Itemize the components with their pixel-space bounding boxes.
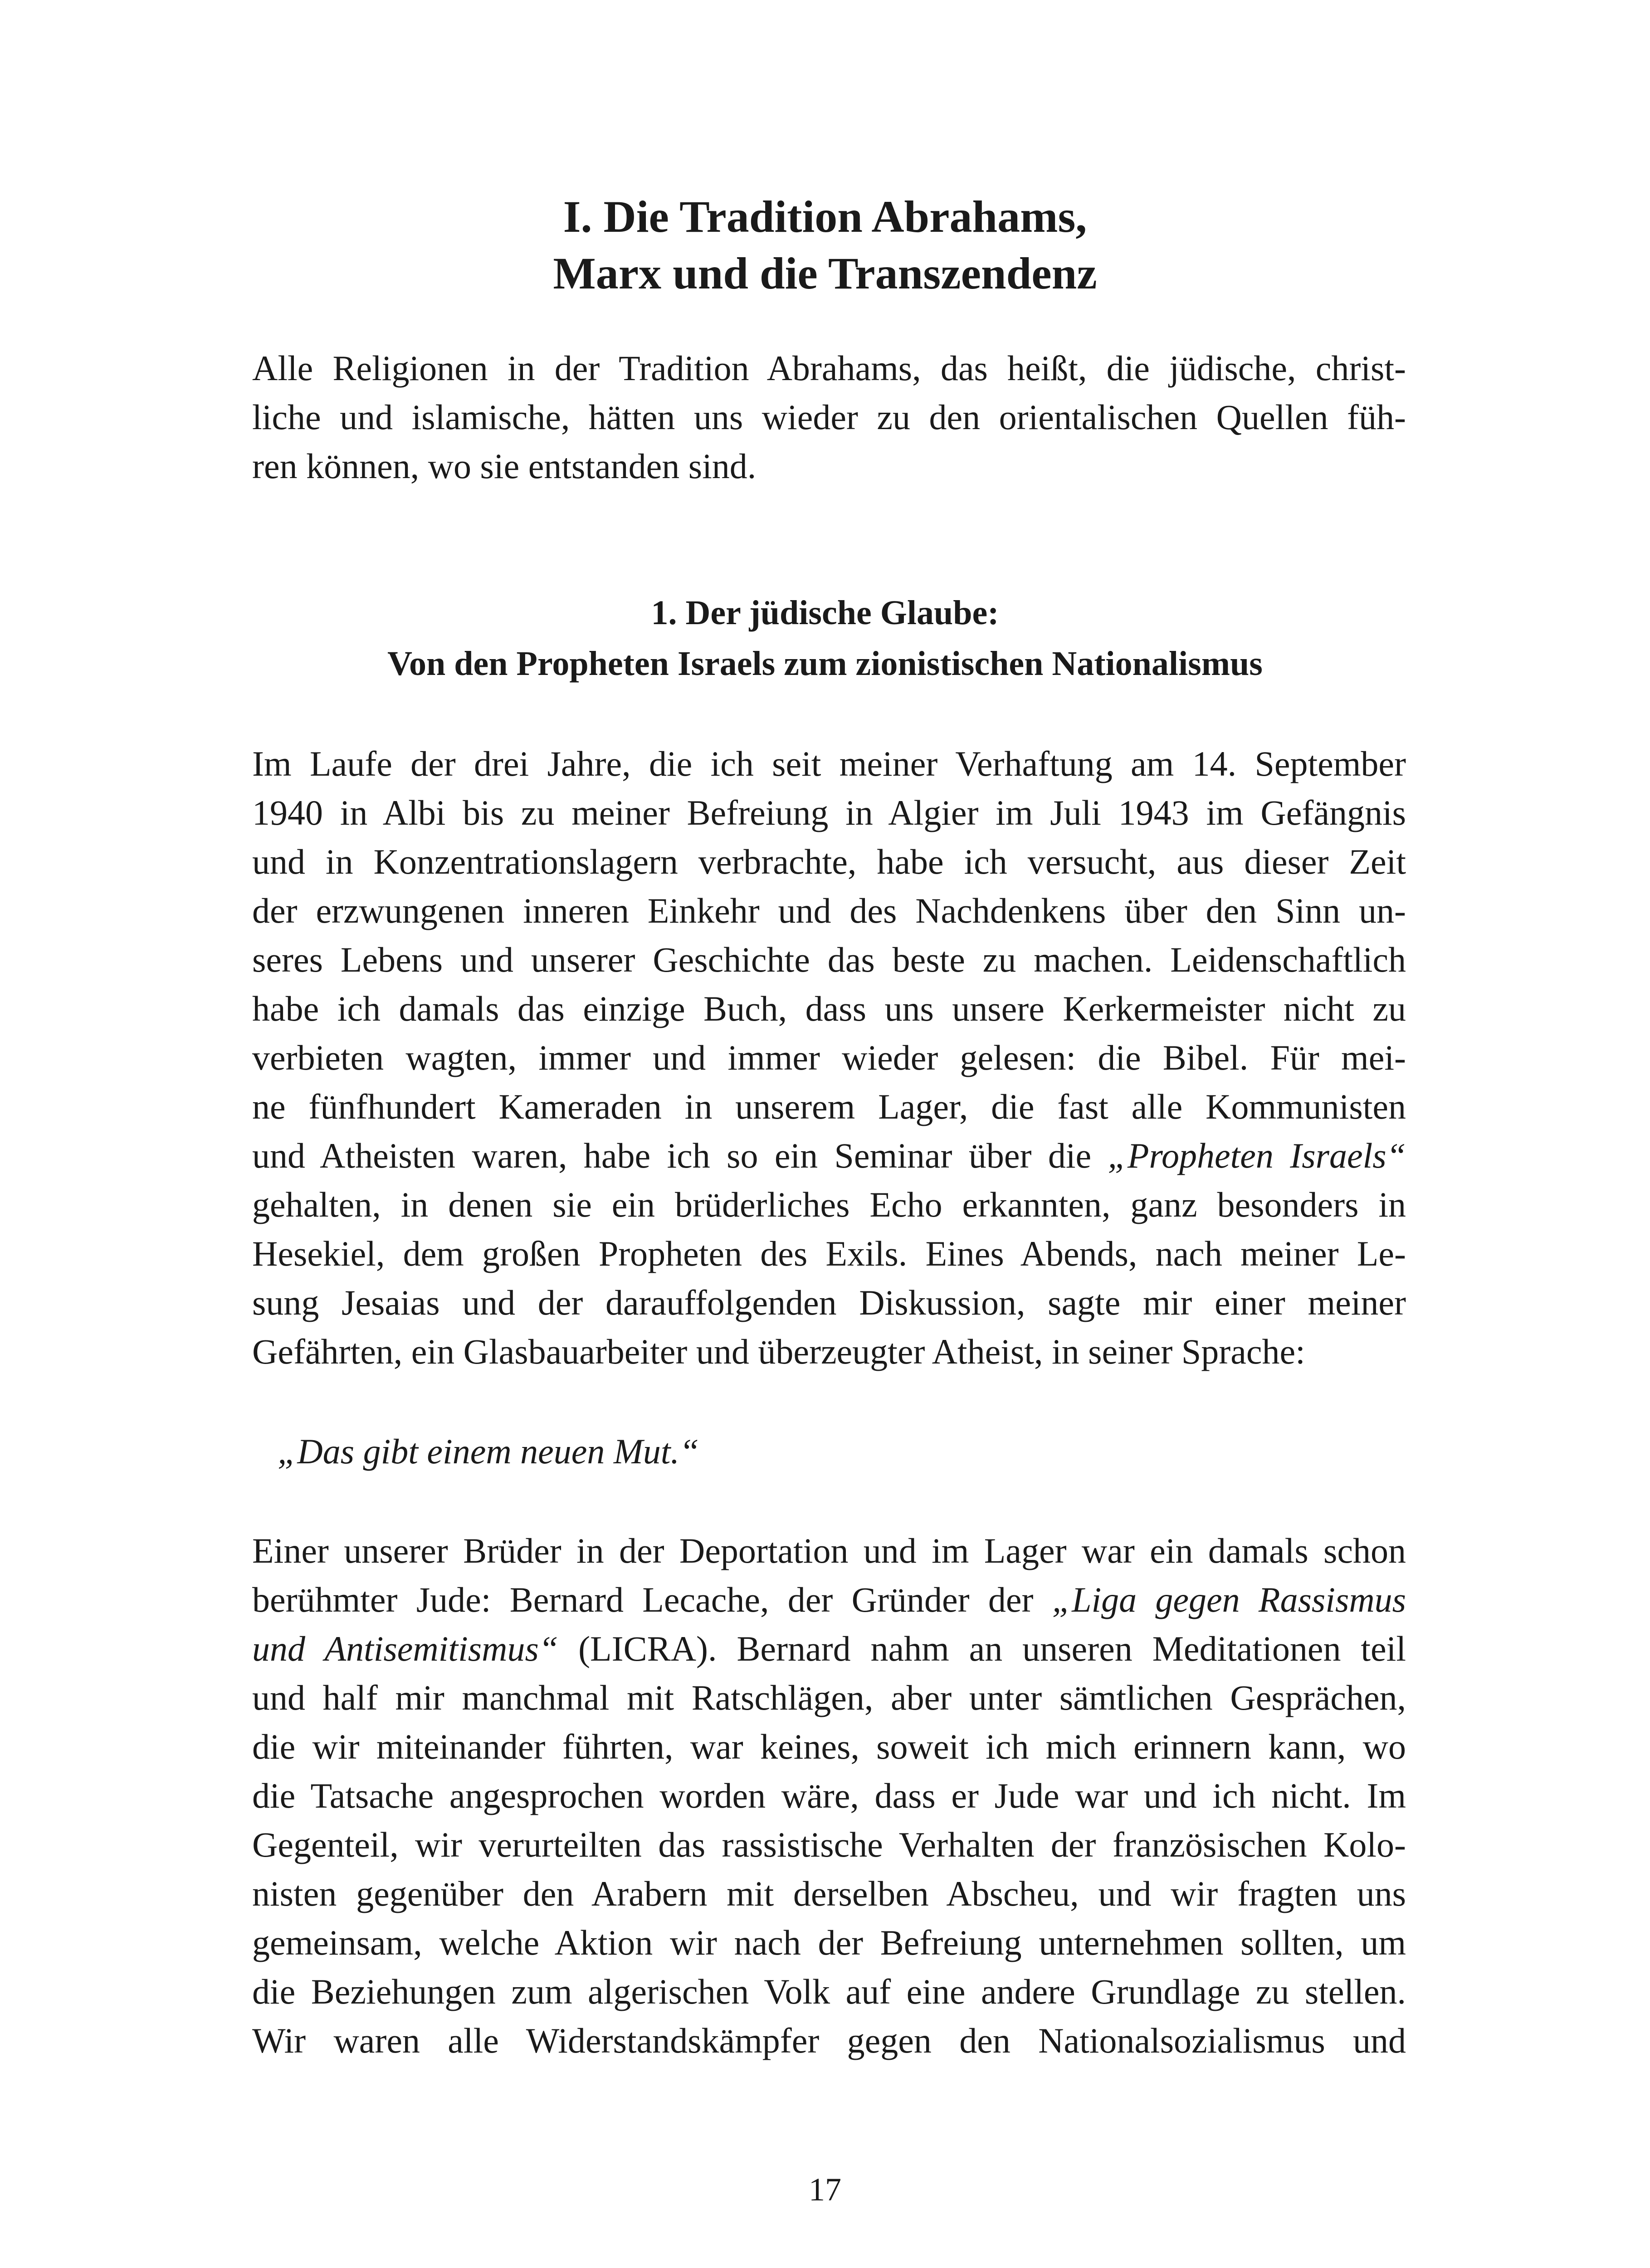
section-heading-line-1: 1. Der jüdische Glaube:	[651, 594, 999, 632]
paragraph-line: die Tatsache angesprochen worden wäre, dass er Jude war und ich nicht. Im	[252, 1776, 1406, 1815]
paragraph-line: der erzwungenen inneren Einkehr und des Nachdenkens über den Sinn un-	[252, 891, 1406, 930]
paragraph-line: nisten gegenüber den Arabern mit derselben Abscheu, und wir fragten uns	[252, 1874, 1406, 1913]
paragraph-2	[252, 1526, 1406, 2065]
paragraph-line: sung Jesaias und der darauffolgenden Diskussion, sagte mir einer meiner	[252, 1283, 1406, 1322]
paragraph-line: seres Lebens und unserer Geschichte das beste zu machen. Leidenschaftlich	[252, 940, 1406, 979]
section-heading	[0, 587, 1650, 689]
organization-name-part-2: und Antisemitismus“	[252, 1629, 559, 1668]
paragraph-1	[252, 739, 1406, 1376]
paragraph-line: verbieten wagten, immer und immer wieder gelesen: die Bibel. Für mei-	[252, 1038, 1406, 1077]
paragraph-line: und in Konzentrationslagern verbrachte, habe ich versucht, aus dieser Zeit	[252, 842, 1406, 881]
paragraph-line: die wir miteinander führten, war keines, soweit ich mich erinnern kann, wo	[252, 1727, 1406, 1766]
paragraph-text: (LICRA). Bernard nahm an unseren Meditationen teil	[558, 1629, 1406, 1668]
paragraph-line: gehalten, in denen sie ein brüderliches Echo erkannten, ganz besonders in	[252, 1185, 1406, 1224]
block-quote: „Das gibt einem neuen Mut.“	[278, 1432, 699, 1471]
paragraph-line: ne fünfhundert Kameraden in unserem Lager, die fast alle Kommunisten	[252, 1087, 1406, 1126]
chapter-title-line-2: Marx und die Transzendenz	[553, 248, 1097, 298]
paragraph-line: gemeinsam, welche Aktion wir nach der Befreiung unternehmen sollten, um	[252, 1923, 1406, 1962]
paragraph-line	[252, 1575, 1406, 1624]
section-heading-line-2: Von den Propheten Israels zum zionistischen Nationalismus	[387, 645, 1263, 683]
paragraph-line: habe ich damals das einzige Buch, dass uns unsere Kerkermeister nicht zu	[252, 989, 1406, 1028]
paragraph-line: Gefährten, ein Glasbauarbeiter und überzeugter Atheist, in seiner Sprache:	[252, 1332, 1305, 1371]
paragraph-line: 1940 in Albi bis zu meiner Befreiung in Algier im Juli 1943 im Gefängnis	[252, 793, 1406, 832]
paragraph-line: Im Laufe der drei Jahre, die ich seit meiner Verhaftung am 14. September	[252, 744, 1406, 783]
intro-paragraph	[252, 344, 1406, 491]
intro-line: liche und islamische, hätten uns wieder zu den orientalischen Quellen füh-	[252, 397, 1406, 437]
intro-line: Alle Religionen in der Tradition Abrahams, das heißt, die jüdische, christ-	[252, 348, 1406, 388]
paragraph-line	[252, 1624, 1406, 1673]
paragraph-line: Hesekiel, dem großen Propheten des Exils. Eines Abends, nach meiner Le-	[252, 1234, 1406, 1273]
paragraph-text: berühmter Jude: Bernard Lecache, der Gründer der	[252, 1580, 1052, 1619]
paragraph-line: Wir waren alle Widerstandskämpfer gegen den Nationalsozialismus und	[252, 2021, 1406, 2060]
book-title-propheten-israels: „Propheten Israels“	[1108, 1136, 1406, 1175]
organization-name-part-1: „Liga gegen Rassismus	[1052, 1580, 1406, 1619]
paragraph-line: die Beziehungen zum algerischen Volk auf eine andere Grundlage zu stellen.	[252, 1972, 1406, 2011]
intro-line: ren können, wo sie entstanden sind.	[252, 446, 757, 486]
chapter-title-line-1: I. Die Tradition Abrahams,	[563, 191, 1087, 242]
paragraph-text: und Atheisten waren, habe ich so ein Seminar über die	[252, 1136, 1108, 1175]
paragraph-line	[252, 1131, 1406, 1180]
paragraph-line: Gegenteil, wir verurteilten das rassistische Verhalten der französischen Kolo-	[252, 1825, 1406, 1864]
paragraph-line: und half mir manchmal mit Ratschlägen, aber unter sämtlichen Gesprächen,	[252, 1678, 1406, 1717]
page-number: 17	[809, 2171, 841, 2208]
chapter-title	[0, 188, 1650, 302]
paragraph-line: Einer unserer Brüder in der Deportation und im Lager war ein damals schon	[252, 1531, 1406, 1570]
